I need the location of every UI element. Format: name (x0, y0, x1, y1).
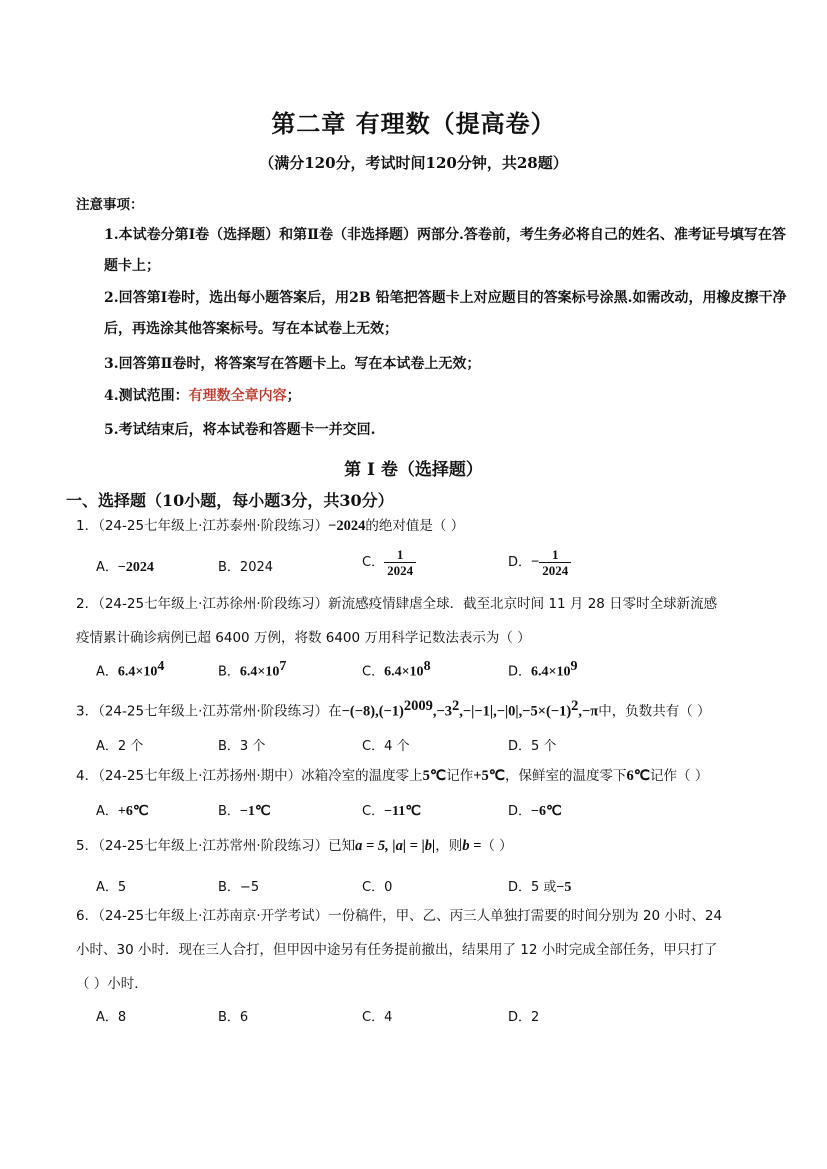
option-label: C． (362, 664, 385, 680)
q3-math-1: −(−8),(−1) (341, 703, 404, 720)
option-label: D． (508, 555, 532, 570)
option-value: 6.4×10 (531, 664, 571, 680)
option-label: A． (96, 804, 118, 819)
option-value: 6 (239, 1010, 249, 1025)
q6-line-1: 6．（24-25七年级上·江苏南京·开学考试）一份稿件，甲、乙、丙三人单独打需要的时间分别为 20 小时、24 (76, 908, 723, 924)
q5-prompt: （ ） (481, 838, 513, 854)
option-value: 8 (117, 1010, 127, 1025)
option-label: D． (508, 880, 532, 895)
fraction-numerator: 1 (539, 547, 571, 563)
notice-item-4-prefix: 4.测试范围： (104, 388, 189, 404)
option-value: −1℃ (239, 804, 271, 819)
question-2 (76, 587, 792, 655)
question-6 (76, 899, 792, 1001)
question-1 (76, 509, 792, 543)
option-value: 2 个 (117, 739, 144, 754)
option-label: B． (218, 1010, 240, 1025)
option-sign: − (531, 554, 540, 570)
q1-option-a[interactable] (96, 556, 154, 576)
notice-item-1 (76, 220, 792, 282)
test-scope: 有理数全章内容 (188, 388, 287, 404)
option-value: 5 (117, 880, 127, 895)
option-label: A． (96, 739, 118, 754)
option-value: 2 (531, 1010, 540, 1025)
q1-option-d[interactable] (508, 547, 571, 578)
q2-line-1: 2．（24-25七年级上·江苏徐州·阶段练习）新流感疫情肆虐全球．截至北京时间 11 月 28 日零时全球新流感 (76, 596, 718, 612)
q2-options (96, 659, 796, 689)
q5-option-b[interactable] (218, 876, 259, 895)
q6-line-3: （ ）小时． (76, 976, 148, 992)
option-value: +6℃ (117, 804, 149, 819)
notice-item-3-text: 3.回答第Ⅱ卷时，将答案写在答题卡上。写在本试卷上无效； (104, 356, 481, 372)
page-subtitle: （满分120分，考试时间120分钟，共28题） (259, 154, 568, 172)
option-label: C． (362, 880, 385, 895)
q5-source: 5．（24-25七年级上·江苏常州·阶段练习）已知 (76, 838, 356, 854)
q4-math-2: +5℃ (473, 768, 505, 784)
option-exponent: 7 (279, 659, 287, 674)
option-label: D． (508, 664, 532, 680)
option-value-extra: −5 (556, 880, 572, 895)
option-value: 3 个 (239, 739, 266, 754)
option-value: 6.4×10 (239, 664, 280, 680)
q1-option-c[interactable] (362, 547, 416, 578)
q6-option-d[interactable] (508, 1006, 539, 1025)
option-label: B． (218, 804, 240, 819)
q3-option-c[interactable] (362, 735, 409, 754)
notice-item-1-text: 1.本试卷分第Ⅰ卷（选择题）和第Ⅱ卷（非选择题）两部分.答卷前，考生务必将自己的姓名、准考证号填写在答题卡上； (104, 227, 786, 274)
option-value: 6.4×10 (117, 664, 158, 680)
section-title: 第 I 卷（选择题） (344, 460, 483, 480)
option-exponent: 9 (570, 659, 578, 674)
q2-option-d[interactable] (508, 659, 578, 680)
q2-option-a[interactable] (96, 659, 164, 680)
fraction-numerator: 1 (384, 547, 416, 563)
q2-line-2: 疫情累计确诊病例已超 6400 万例，将数 6400 万用科学记数法表示为（ ） (76, 630, 531, 646)
q3-exponent-3: 2 (571, 698, 579, 714)
option-value: 5 或 (531, 880, 557, 895)
option-label: D． (508, 804, 532, 819)
option-label: A． (96, 1010, 118, 1025)
q3-source: 3．（24-25七年级上·江苏常州·阶段练习）在 (76, 703, 342, 720)
q4-text-1: 记作 (446, 768, 474, 784)
q4-prompt: 记作（ ） (650, 768, 709, 784)
notice-heading: 注意事项： (76, 197, 144, 213)
q5-option-c[interactable] (362, 876, 392, 895)
q3-math-2: ,−3 (432, 703, 453, 720)
option-value: −5 (239, 880, 260, 895)
option-label: C． (362, 1010, 385, 1025)
option-label: C． (362, 804, 385, 819)
fraction (384, 547, 416, 578)
option-value: −6℃ (531, 804, 562, 819)
fraction (539, 547, 571, 578)
option-label: A． (96, 560, 118, 575)
question-4 (76, 759, 792, 793)
question-5 (76, 829, 792, 863)
q4-text-2: ，保鲜室的温度零下 (505, 768, 627, 784)
q4-option-c[interactable] (362, 800, 421, 820)
option-label: C． (362, 739, 385, 754)
q4-option-d[interactable] (508, 800, 562, 820)
option-value: 6.4×10 (384, 664, 424, 680)
q1-options (96, 547, 796, 583)
option-exponent: 4 (157, 659, 165, 674)
q4-option-a[interactable] (96, 800, 149, 820)
q3-exponent-1: 2009 (403, 698, 433, 714)
option-value: 4 个 (384, 739, 410, 754)
q3-math-3: ,−|−1|,−|0|,−5×(−1) (459, 703, 572, 720)
notice-item-5 (76, 415, 792, 446)
notice-item-2 (76, 283, 792, 345)
q5-option-a[interactable] (96, 876, 126, 895)
notice-item-2-text: 2.回答第Ⅰ卷时，选出每小题答案后，用2B 铅笔把答题卡上对应题目的答案标号涂黑.如需改动，用橡皮擦干净后，再选涂其他答案标号。写在本试卷上无效； (104, 290, 787, 337)
q1-math: −2024 (328, 518, 366, 534)
option-label: A． (96, 664, 118, 680)
q3-exponent-2: 2 (452, 698, 460, 714)
q1-option-b[interactable] (218, 556, 273, 575)
question-3 (76, 689, 792, 729)
option-label: B． (218, 560, 240, 575)
option-value: −2024 (117, 560, 154, 575)
q6-option-a[interactable] (96, 1006, 126, 1025)
q4-math-1: 5℃ (422, 768, 447, 784)
fraction-denominator: 2024 (542, 563, 569, 578)
notice-item-4-suffix: ； (286, 388, 301, 404)
q2-option-c[interactable] (362, 659, 431, 680)
option-value: 0 (384, 880, 393, 895)
q6-line-2: 小时、30 小时．现在三人合打，但甲因中途另有任务提前撤出，结果用了 12 小时完成全部任务，甲只打了 (76, 942, 718, 958)
q3-prompt: 中，负数共有（ ） (598, 703, 711, 720)
option-value: 5 个 (531, 739, 557, 754)
option-label: A． (96, 880, 118, 895)
option-label: D． (508, 1010, 532, 1025)
option-label: B． (218, 739, 240, 754)
option-label: B． (218, 664, 240, 680)
option-exponent: 8 (423, 659, 431, 674)
q4-option-b[interactable] (218, 800, 271, 820)
option-label: C． (362, 555, 385, 570)
q3-math-4: ,−π (578, 703, 599, 720)
q5-option-d[interactable] (508, 876, 571, 896)
q3-option-a[interactable] (96, 735, 143, 754)
notice-item-4 (76, 381, 792, 412)
q1-prompt: 的绝对值是（ ） (365, 518, 465, 534)
part-heading: 一、选择题（10小题，每小题3分，共30分） (66, 491, 394, 510)
option-label: D． (508, 739, 532, 754)
notice-item-5-text: 5.考试结束后，将本试卷和答题卡一并交回. (104, 422, 376, 438)
q4-options (96, 800, 796, 830)
q6-options (96, 1006, 796, 1036)
option-value: −11℃ (384, 804, 422, 819)
q2-option-b[interactable] (218, 659, 286, 680)
notice-item-3 (76, 349, 792, 380)
q1-source: 1．（24-25七年级上·江苏泰州·阶段练习） (76, 518, 329, 534)
fraction-denominator: 2024 (387, 563, 414, 578)
option-label: B． (218, 880, 240, 895)
page-title: 第二章 有理数（提高卷） (271, 109, 556, 138)
q5-text-1: ，则 (435, 838, 463, 854)
q6-option-b[interactable] (218, 1006, 248, 1025)
q5-math-1: a = 5, |a| = |b| (355, 838, 436, 854)
option-value: 2024 (239, 560, 274, 575)
q3-option-b[interactable] (218, 735, 265, 754)
option-value: 4 (384, 1010, 393, 1025)
q5-math-2: b = (462, 838, 482, 854)
q4-math-3: 6℃ (626, 768, 651, 784)
q3-option-d[interactable] (508, 735, 556, 754)
q4-source: 4．（24-25七年级上·江苏扬州·期中）冰箱冷室的温度零上 (76, 768, 423, 784)
q6-option-c[interactable] (362, 1006, 392, 1025)
